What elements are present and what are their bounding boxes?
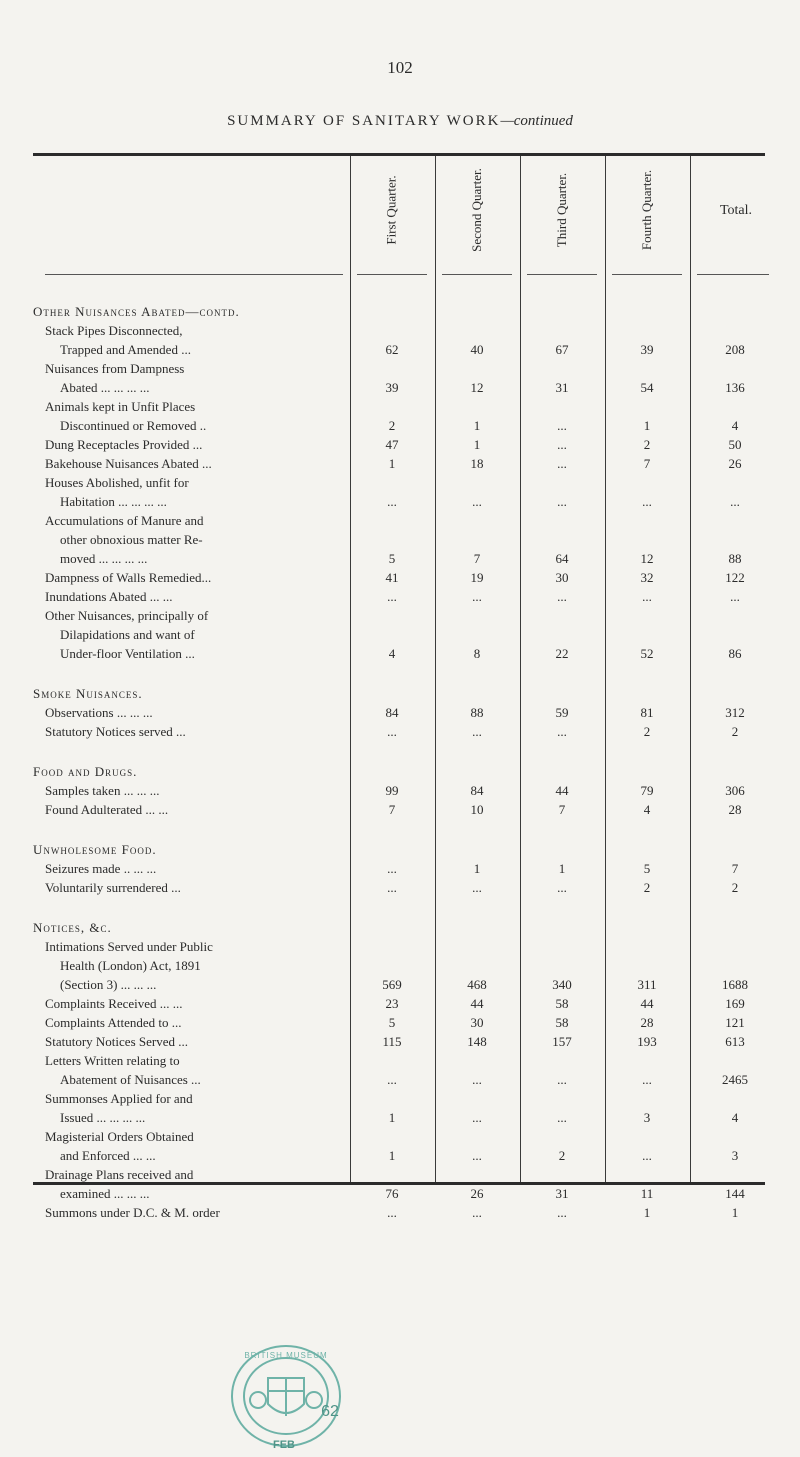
row-label: Summons under D.C. & M. order xyxy=(45,1205,220,1220)
cell-value: 340 xyxy=(552,977,572,992)
cell-value: 26 xyxy=(470,1186,484,1201)
cell-value: 44 xyxy=(470,996,484,1011)
cell-value: 41 xyxy=(385,570,399,585)
cell-value: ... xyxy=(642,1072,652,1087)
cell-value: ... xyxy=(472,724,482,739)
cell-value: 193 xyxy=(637,1034,657,1049)
table-row xyxy=(0,802,800,820)
cell-value: ... xyxy=(472,494,482,509)
row-label-line xyxy=(0,323,800,341)
cell-value: 1 xyxy=(473,861,481,876)
table-row xyxy=(0,861,800,879)
cell-value: 1 xyxy=(731,1205,739,1220)
row-label-line xyxy=(0,1053,800,1071)
cell-value: ... xyxy=(557,418,567,433)
table-row xyxy=(0,724,800,742)
cell-value: 7 xyxy=(388,802,396,817)
cell-value: 7 xyxy=(643,456,651,471)
row-label-line xyxy=(0,399,800,417)
cell-value: 52 xyxy=(640,646,654,661)
table-row xyxy=(0,1110,800,1128)
row-label: Observations ... ... ... xyxy=(45,705,153,720)
table-row xyxy=(0,646,800,664)
table-row xyxy=(0,1072,800,1090)
row-label: moved ... ... ... ... xyxy=(60,551,148,566)
cell-value: ... xyxy=(387,494,397,509)
row-label: Habitation ... ... ... ... xyxy=(60,494,167,509)
table-row xyxy=(0,1148,800,1166)
row-label: Nuisances from Dampness xyxy=(45,361,185,376)
table-row xyxy=(0,783,800,801)
cell-value: 4 xyxy=(731,418,739,433)
table-row xyxy=(0,418,800,436)
page-number: 102 xyxy=(387,58,413,77)
row-label-line xyxy=(0,1091,800,1109)
cell-value: ... xyxy=(557,1072,567,1087)
column-header-second: Second Quarter. xyxy=(469,168,485,252)
cell-value: 5 xyxy=(388,1015,396,1030)
row-label: Voluntarily surrendered ... xyxy=(45,880,181,895)
column-header-fourth: Fourth Quarter. xyxy=(639,169,654,251)
table-row xyxy=(0,705,800,723)
cell-value: 5 xyxy=(388,551,396,566)
cell-value: ... xyxy=(642,1148,652,1163)
cell-value: 28 xyxy=(640,1015,654,1030)
table-row xyxy=(0,551,800,569)
row-label-line xyxy=(0,532,800,550)
row-label: Dampness of Walls Remedied... xyxy=(45,570,212,585)
cell-value: 88 xyxy=(470,705,484,720)
museum-stamp xyxy=(228,1340,352,1456)
row-label: Statutory Notices served ... xyxy=(45,724,186,739)
cell-value: 44 xyxy=(640,996,654,1011)
cell-value: 208 xyxy=(725,342,745,357)
section-heading: Other Nuisances Abated—contd. xyxy=(33,304,240,319)
cell-value: 23 xyxy=(385,996,399,1011)
header-underline xyxy=(527,274,597,275)
cell-value: ... xyxy=(472,880,482,895)
row-label-line xyxy=(0,627,800,645)
row-label: Stack Pipes Disconnected, xyxy=(45,323,183,338)
cell-value: 169 xyxy=(725,996,745,1011)
cell-value: 1 xyxy=(388,456,396,471)
cell-value: 3 xyxy=(643,1110,651,1125)
cell-value: 2 xyxy=(558,1148,566,1163)
cell-value: 2 xyxy=(388,418,396,433)
row-label-line xyxy=(0,475,800,493)
cell-value: 569 xyxy=(382,977,402,992)
cell-value: 19 xyxy=(470,570,484,585)
cell-value: ... xyxy=(557,1205,567,1220)
column-header-third: Third Quarter. xyxy=(554,172,569,248)
table-row xyxy=(0,880,800,898)
row-label: Dung Receptacles Provided ... xyxy=(45,437,203,452)
row-label: Houses Abolished, unfit for xyxy=(45,475,189,490)
row-label: Other Nuisances, principally of xyxy=(45,608,209,623)
row-label: (Section 3) ... ... ... xyxy=(60,977,157,992)
table-row xyxy=(0,342,800,360)
cell-value: ... xyxy=(387,1072,397,1087)
row-label: Intimations Served under Public xyxy=(45,939,213,954)
stamp-top-text: BRITISH MUSEUM xyxy=(244,1351,328,1360)
cell-value: ... xyxy=(557,589,567,604)
cell-value: ... xyxy=(387,1205,397,1220)
cell-value: 7 xyxy=(473,551,481,566)
cell-value: 157 xyxy=(552,1034,572,1049)
table-row xyxy=(0,977,800,995)
cell-value: 12 xyxy=(640,551,654,566)
cell-value: 30 xyxy=(470,1015,484,1030)
header-underline xyxy=(612,274,682,275)
table-row xyxy=(0,437,800,455)
cell-value: 2 xyxy=(731,880,739,895)
cell-value: 4 xyxy=(731,1110,739,1125)
cell-value: 1 xyxy=(643,1205,651,1220)
cell-value: 50 xyxy=(728,437,742,452)
cell-value: ... xyxy=(557,437,567,452)
table-row xyxy=(0,456,800,474)
row-label: Letters Written relating to xyxy=(45,1053,180,1068)
table-row xyxy=(0,1015,800,1033)
cell-value: 86 xyxy=(728,646,742,661)
cell-value: 58 xyxy=(555,996,569,1011)
row-label-line xyxy=(0,513,800,531)
row-label: Issued ... ... ... ... xyxy=(60,1110,146,1125)
row-label-line xyxy=(0,1167,800,1185)
row-label: examined ... ... ... xyxy=(60,1186,150,1201)
cell-value: 1 xyxy=(558,861,566,876)
cell-value: 148 xyxy=(467,1034,487,1049)
cell-value: ... xyxy=(730,589,740,604)
row-label-line xyxy=(0,958,800,976)
cell-value: 10 xyxy=(470,802,484,817)
table-row xyxy=(0,1205,800,1223)
cell-value: 39 xyxy=(385,380,399,395)
cell-value: ... xyxy=(642,494,652,509)
row-label: Complaints Received ... ... xyxy=(45,996,183,1011)
cell-value: 28 xyxy=(728,802,742,817)
row-label: Seizures made .. ... ... xyxy=(45,861,157,876)
row-label: Dilapidations and want of xyxy=(60,627,195,642)
cell-value: 40 xyxy=(470,342,484,357)
cell-value: ... xyxy=(557,456,567,471)
cell-value: 88 xyxy=(728,551,742,566)
row-label: Accumulations of Manure and xyxy=(45,513,204,528)
cell-value: 144 xyxy=(725,1186,745,1201)
row-label: Under-floor Ventilation ... xyxy=(60,646,195,661)
cell-value: 7 xyxy=(731,861,739,876)
cell-value: 3 xyxy=(731,1148,739,1163)
header-underline xyxy=(442,274,512,275)
cell-value: ... xyxy=(557,724,567,739)
cell-value: 12 xyxy=(470,380,484,395)
cell-value: 2 xyxy=(643,437,651,452)
row-label: Found Adulterated ... ... xyxy=(45,802,169,817)
row-label: Inundations Abated ... ... xyxy=(45,589,173,604)
cell-value: 59 xyxy=(555,705,569,720)
cell-value: 84 xyxy=(385,705,399,720)
table-row xyxy=(0,494,800,512)
row-label-line xyxy=(0,361,800,379)
cell-value: 22 xyxy=(555,646,569,661)
cell-value: 30 xyxy=(555,570,569,585)
cell-value: 64 xyxy=(555,551,569,566)
cell-value: ... xyxy=(387,880,397,895)
cell-value: 54 xyxy=(640,380,654,395)
row-label: Abatement of Nuisances ... xyxy=(60,1072,201,1087)
cell-value: ... xyxy=(472,1072,482,1087)
cell-value: ... xyxy=(557,494,567,509)
cell-value: ... xyxy=(642,589,652,604)
cell-value: 1 xyxy=(388,1148,396,1163)
header-underline xyxy=(45,274,343,275)
row-label: Trapped and Amended ... xyxy=(60,342,191,357)
cell-value: ... xyxy=(472,589,482,604)
cell-value: 99 xyxy=(385,783,399,798)
row-label: Discontinued or Removed .. xyxy=(60,418,207,433)
cell-value: 1 xyxy=(473,418,481,433)
cell-value: 18 xyxy=(470,456,484,471)
cell-value: ... xyxy=(472,1148,482,1163)
row-label-line xyxy=(0,1129,800,1147)
cell-value: 39 xyxy=(640,342,654,357)
cell-value: 468 xyxy=(467,977,487,992)
cell-value: 5 xyxy=(643,861,651,876)
row-label: Summonses Applied for and xyxy=(45,1091,193,1106)
cell-value: 2465 xyxy=(722,1072,748,1087)
cell-value: 115 xyxy=(382,1034,402,1049)
cell-value: 2 xyxy=(643,880,651,895)
cell-value: 11 xyxy=(640,1186,654,1201)
column-header-total: Total. xyxy=(719,203,753,218)
row-label-line xyxy=(0,939,800,957)
row-label-line xyxy=(0,608,800,626)
row-label: Samples taken ... ... ... xyxy=(45,783,160,798)
table-row xyxy=(0,1034,800,1052)
cell-value: ... xyxy=(557,880,567,895)
stamp-number: 62 xyxy=(321,1403,339,1420)
table-row xyxy=(0,570,800,588)
cell-value: 76 xyxy=(385,1186,399,1201)
cell-value: 32 xyxy=(640,570,654,585)
cell-value: 2 xyxy=(643,724,651,739)
cell-value: 8 xyxy=(473,646,481,661)
header-underline xyxy=(697,274,769,275)
cell-value: 44 xyxy=(555,783,569,798)
row-label: Health (London) Act, 1891 xyxy=(60,958,201,973)
stamp-month: FEB xyxy=(273,1439,295,1451)
cell-value: 31 xyxy=(555,1186,569,1201)
cell-value: 84 xyxy=(470,783,484,798)
cell-value: 306 xyxy=(725,783,745,798)
cell-value: 79 xyxy=(640,783,654,798)
cell-value: ... xyxy=(472,1205,482,1220)
table-row xyxy=(0,1186,800,1204)
section-heading: Smoke Nuisances. xyxy=(33,686,143,701)
row-label: Abated ... ... ... ... xyxy=(60,380,150,395)
cell-value: 58 xyxy=(555,1015,569,1030)
cell-value: 62 xyxy=(385,342,399,357)
cell-value: 136 xyxy=(725,380,745,395)
row-label: Animals kept in Unfit Places xyxy=(45,399,196,414)
cell-value: 31 xyxy=(555,380,569,395)
cell-value: ... xyxy=(387,589,397,604)
cell-value: 7 xyxy=(558,802,566,817)
cell-value: 67 xyxy=(555,342,569,357)
cell-value: 1688 xyxy=(722,977,748,992)
page-title: SUMMARY OF SANITARY WORK—continued xyxy=(227,113,573,129)
cell-value: ... xyxy=(472,1110,482,1125)
row-label: Magisterial Orders Obtained xyxy=(45,1129,194,1144)
cell-value: ... xyxy=(387,861,397,876)
row-label: Bakehouse Nuisances Abated ... xyxy=(45,456,212,471)
row-label: Complaints Attended to ... xyxy=(45,1015,182,1030)
cell-value: 47 xyxy=(385,437,399,452)
cell-value: 1 xyxy=(473,437,481,452)
column-header-first: First Quarter. xyxy=(383,175,399,245)
cell-value: ... xyxy=(557,1110,567,1125)
cell-value: 312 xyxy=(725,705,745,720)
cell-value: 26 xyxy=(728,456,742,471)
cell-value: ... xyxy=(730,494,740,509)
cell-value: 2 xyxy=(731,724,739,739)
cell-value: 4 xyxy=(388,646,396,661)
row-label: other obnoxious matter Re- xyxy=(60,532,203,547)
cell-value: 122 xyxy=(725,570,745,585)
row-label: Statutory Notices Served ... xyxy=(45,1034,188,1049)
table-row xyxy=(0,996,800,1014)
table-row xyxy=(0,380,800,398)
cell-value: 4 xyxy=(643,802,651,817)
cell-value: 311 xyxy=(637,977,657,992)
section-heading: Food and Drugs. xyxy=(33,764,138,779)
cell-value: 121 xyxy=(725,1015,745,1030)
header-underline xyxy=(357,274,427,275)
cell-value: ... xyxy=(387,724,397,739)
cell-value: 1 xyxy=(388,1110,396,1125)
section-heading: Notices, &c. xyxy=(33,920,112,935)
table-row xyxy=(0,589,800,607)
cell-value: 81 xyxy=(640,705,654,720)
row-label: and Enforced ... ... xyxy=(60,1148,156,1163)
section-heading: Unwholesome Food. xyxy=(33,842,157,857)
row-label: Drainage Plans received and xyxy=(45,1167,194,1182)
cell-value: 1 xyxy=(643,418,651,433)
cell-value: 613 xyxy=(725,1034,745,1049)
